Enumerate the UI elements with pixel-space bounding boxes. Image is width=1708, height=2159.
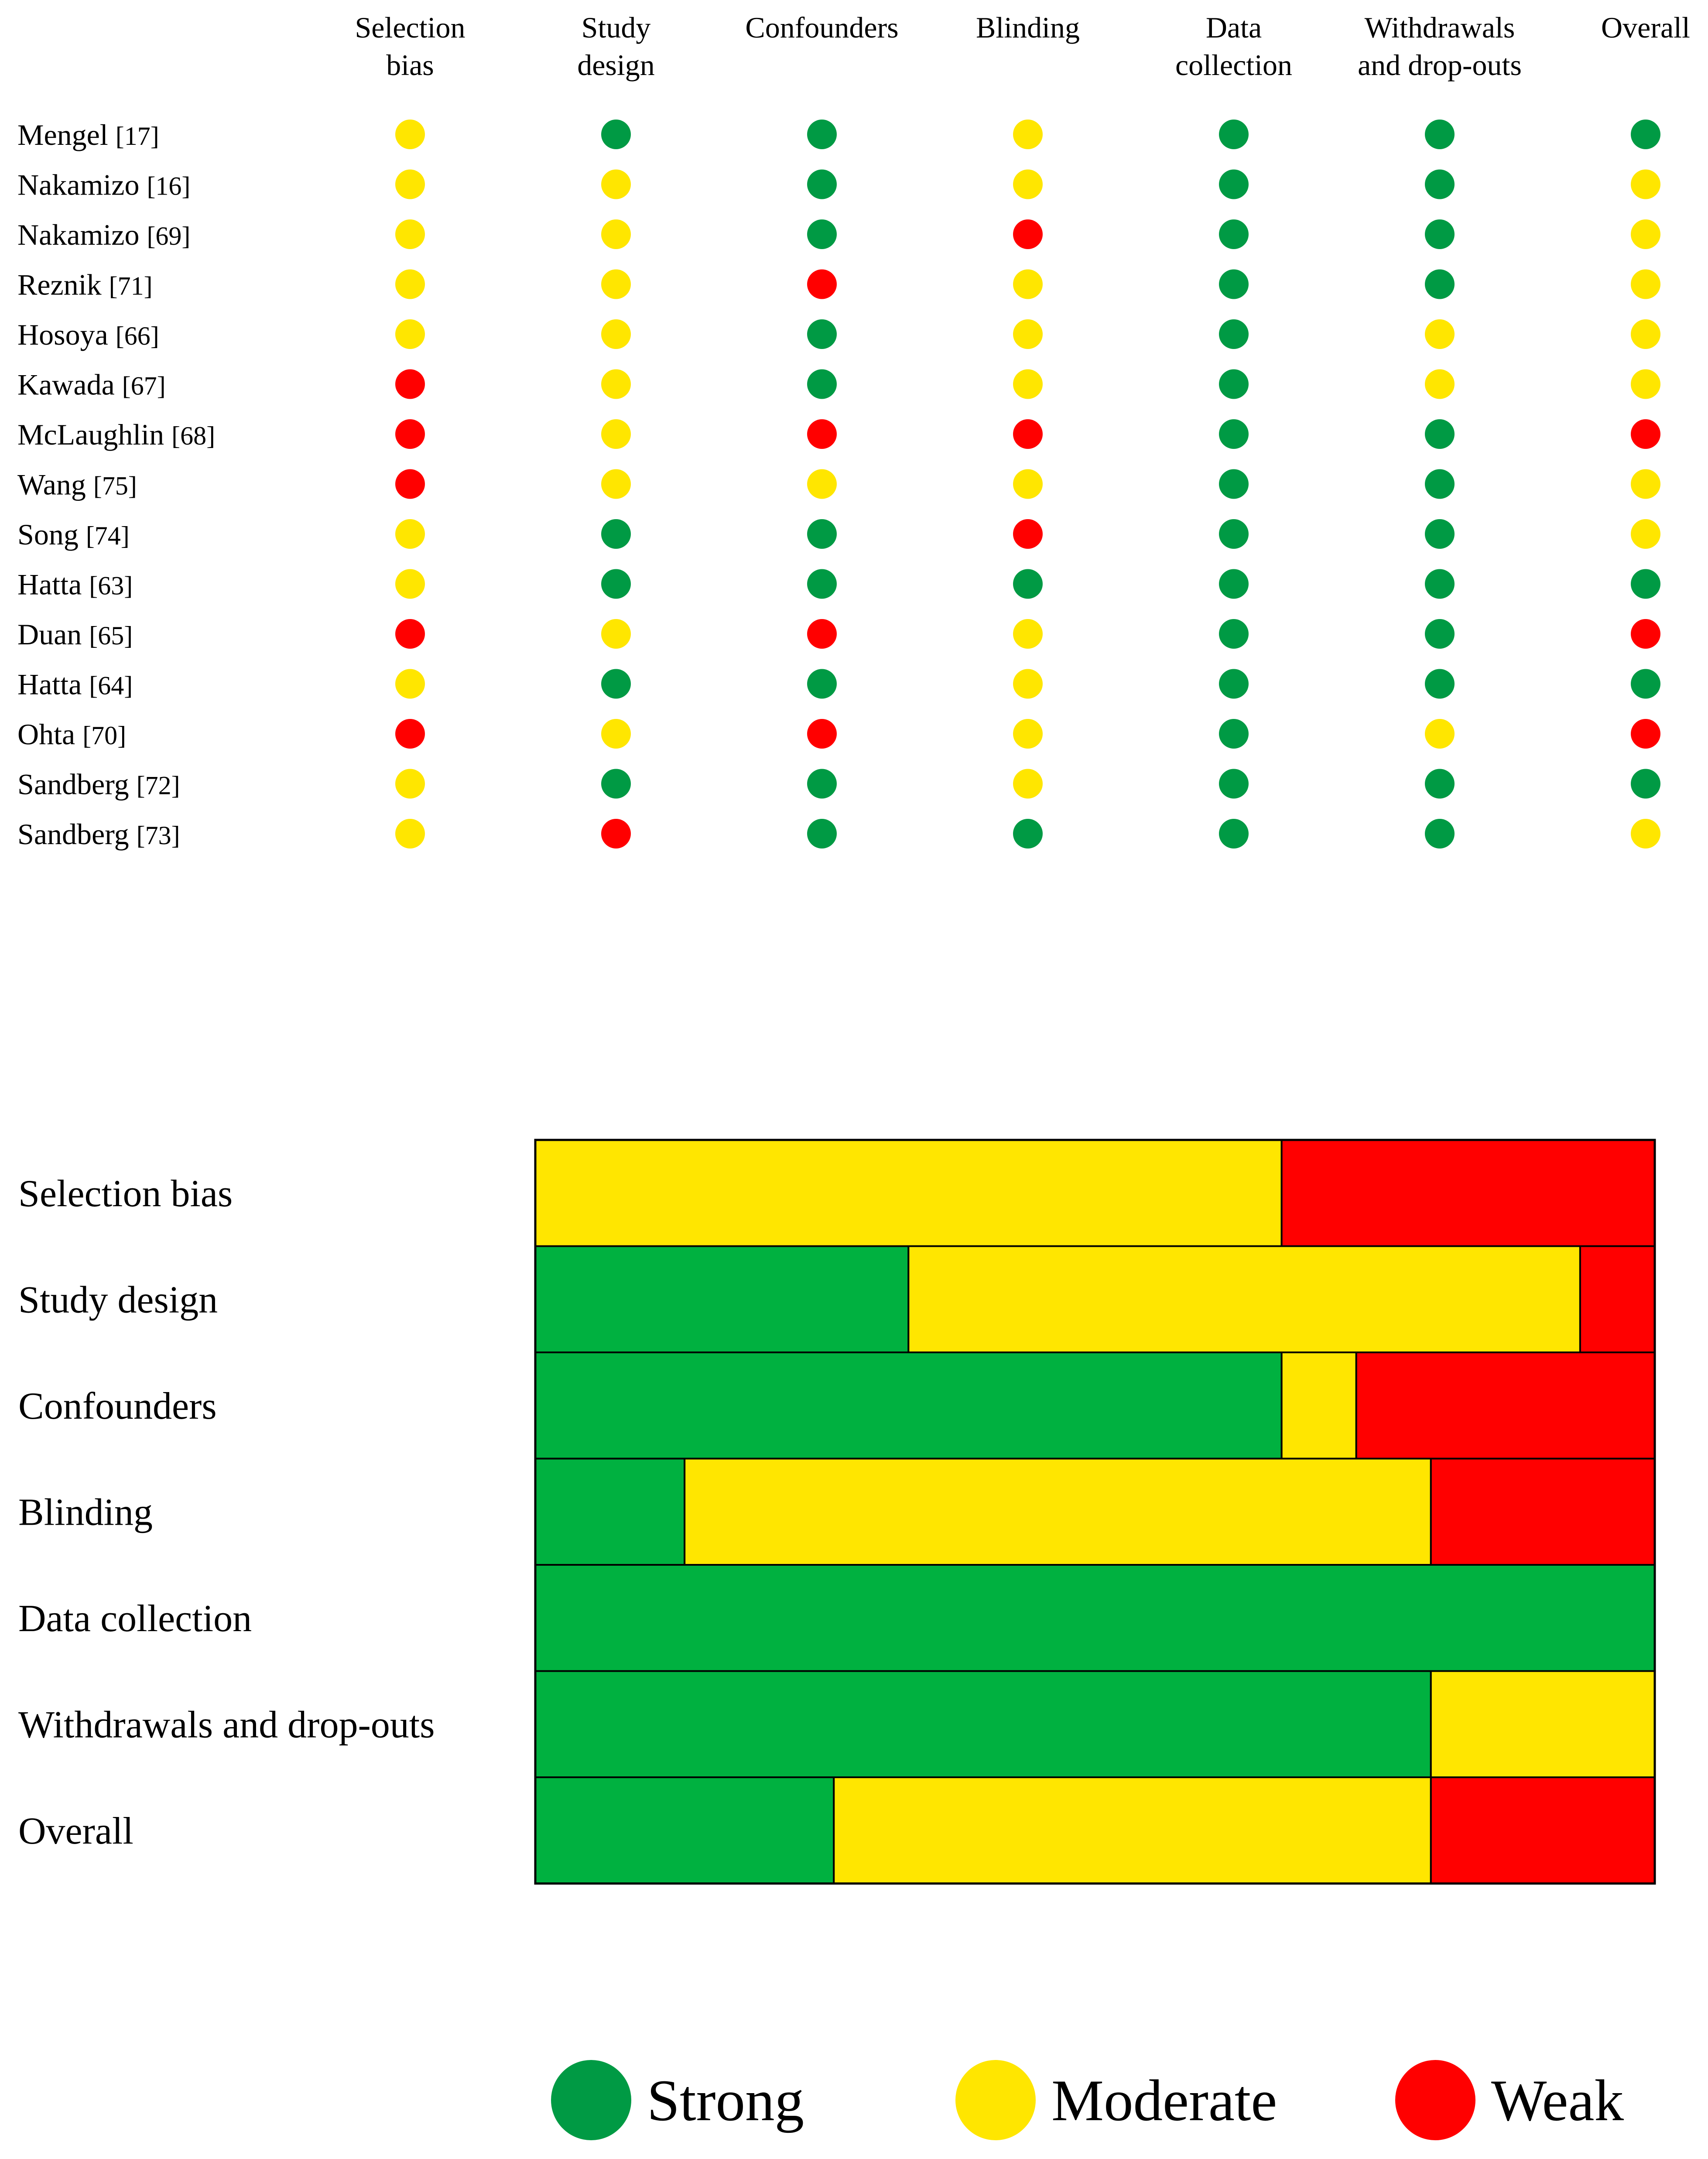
rating-dot-strong xyxy=(807,319,837,349)
rating-dot-moderate xyxy=(1013,669,1043,699)
rating-dot-weak xyxy=(601,819,631,849)
rating-dot-strong xyxy=(1425,569,1455,599)
rating-dot-moderate xyxy=(601,419,631,449)
study-label: Hatta [63] xyxy=(17,568,133,601)
rating-dot-moderate xyxy=(395,319,425,349)
rating-dot-strong xyxy=(1425,170,1455,199)
rating-dot-strong xyxy=(1013,569,1043,599)
rating-dot-strong xyxy=(1425,120,1455,149)
legend-swatch-weak xyxy=(1395,2060,1475,2140)
rating-dot-strong xyxy=(601,569,631,599)
bar-segment-strong xyxy=(535,1777,834,1884)
rating-dot-moderate xyxy=(1631,469,1660,499)
rating-dot-strong xyxy=(1219,519,1249,549)
rating-dot-strong xyxy=(1219,170,1249,199)
rating-dot-moderate xyxy=(395,519,425,549)
rating-dot-strong xyxy=(1219,569,1249,599)
rating-dot-strong xyxy=(1425,619,1455,649)
rating-dot-strong xyxy=(1219,719,1249,749)
rating-dot-moderate xyxy=(1425,319,1455,349)
rating-dot-moderate xyxy=(601,370,631,399)
legend-label-strong: Strong xyxy=(647,2068,804,2133)
rating-dot-moderate xyxy=(1425,370,1455,399)
study-label: Nakamizo [16] xyxy=(17,168,191,202)
bar-category-labels xyxy=(18,1173,435,1852)
bar-label-overall: Overall xyxy=(18,1810,133,1852)
rating-dot-weak xyxy=(1631,419,1660,449)
rating-dot-strong xyxy=(1631,120,1660,149)
study-label: Hosoya [66] xyxy=(17,318,159,351)
legend xyxy=(551,2060,1624,2140)
rating-dot-moderate xyxy=(1631,219,1660,249)
rating-dot-moderate xyxy=(601,319,631,349)
rating-dot-weak xyxy=(1013,419,1043,449)
rating-dot-strong xyxy=(1219,769,1249,799)
rating-dot-moderate xyxy=(1013,469,1043,499)
column-header-overall: Overall xyxy=(1601,11,1690,44)
stacked-bar-segments xyxy=(535,1140,1655,1884)
rating-dot-strong xyxy=(807,219,837,249)
rating-dot-strong xyxy=(1425,669,1455,699)
rating-dot-strong xyxy=(601,669,631,699)
rating-dot-moderate xyxy=(1013,619,1043,649)
bar-segment-strong xyxy=(535,1459,685,1565)
rating-dot-moderate xyxy=(395,270,425,299)
rating-dot-weak xyxy=(395,419,425,449)
rating-dot-strong xyxy=(1425,519,1455,549)
rating-dot-moderate xyxy=(601,219,631,249)
column-header-withdrawals-and-drop-outs: Withdrawals and drop-outs xyxy=(1358,11,1522,82)
bar-label-confounders: Confounders xyxy=(18,1385,217,1427)
rating-dot-weak xyxy=(1013,219,1043,249)
rating-dot-weak xyxy=(1631,619,1660,649)
rating-dot-moderate xyxy=(601,469,631,499)
bar-label-withdrawals-and-drop-outs: Withdrawals and drop-outs xyxy=(18,1704,435,1746)
bar-segment-strong xyxy=(535,1246,908,1353)
column-header-study-design: Study design xyxy=(577,11,655,82)
rating-dot-moderate xyxy=(1013,719,1043,749)
rating-dot-moderate xyxy=(395,170,425,199)
rating-dot-moderate xyxy=(395,669,425,699)
rating-dot-moderate xyxy=(601,270,631,299)
legend-swatch-moderate xyxy=(955,2060,1036,2140)
bar-segment-moderate xyxy=(535,1140,1282,1246)
rating-dot-strong xyxy=(807,569,837,599)
rating-dot-moderate xyxy=(1631,270,1660,299)
legend-label-moderate: Moderate xyxy=(1051,2068,1277,2133)
rating-dot-moderate xyxy=(1631,519,1660,549)
column-header-data-collection: Data collection xyxy=(1175,11,1293,82)
rating-dot-moderate xyxy=(1013,120,1043,149)
rating-dot-strong xyxy=(1425,769,1455,799)
study-label: Ohta [70] xyxy=(17,718,127,751)
rating-dot-weak xyxy=(1631,719,1660,749)
rating-dot-moderate xyxy=(1631,819,1660,849)
rating-dot-moderate xyxy=(601,619,631,649)
rating-dot-moderate xyxy=(1013,319,1043,349)
study-label: Nakamizo [69] xyxy=(17,218,191,251)
rating-dot-moderate xyxy=(395,120,425,149)
study-label: McLaughlin [68] xyxy=(17,418,216,451)
rating-dot-weak xyxy=(807,719,837,749)
bar-segment-moderate xyxy=(1431,1671,1655,1778)
bar-segment-weak xyxy=(1580,1246,1655,1353)
rating-dot-strong xyxy=(601,519,631,549)
rating-dot-weak xyxy=(395,370,425,399)
column-header-confounders: Confounders xyxy=(745,11,899,44)
bar-segment-moderate xyxy=(834,1777,1431,1884)
rating-dot-strong xyxy=(807,769,837,799)
rating-dot-strong xyxy=(807,120,837,149)
bar-segment-weak xyxy=(1282,1140,1655,1246)
rating-dot-moderate xyxy=(1631,319,1660,349)
rating-dot-moderate xyxy=(1013,270,1043,299)
bar-segment-moderate xyxy=(685,1459,1431,1565)
rating-dot-weak xyxy=(395,619,425,649)
table-study-labels xyxy=(17,118,215,851)
rating-dot-strong xyxy=(1631,669,1660,699)
bar-segment-weak xyxy=(1356,1352,1655,1459)
rating-dot-weak xyxy=(807,270,837,299)
rating-dot-strong xyxy=(1631,569,1660,599)
rating-dot-moderate xyxy=(1013,370,1043,399)
rating-dot-moderate xyxy=(395,769,425,799)
rating-dot-strong xyxy=(1219,669,1249,699)
bar-segment-moderate xyxy=(1282,1352,1356,1459)
rating-dot-weak xyxy=(395,469,425,499)
rating-dot-moderate xyxy=(395,219,425,249)
study-label: Sandberg [73] xyxy=(17,818,180,851)
rating-dot-strong xyxy=(807,819,837,849)
rating-dot-strong xyxy=(1219,619,1249,649)
rating-dot-moderate xyxy=(1425,719,1455,749)
rating-dot-weak xyxy=(807,619,837,649)
bar-segment-strong xyxy=(535,1671,1431,1778)
legend-label-weak: Weak xyxy=(1491,2068,1624,2133)
rating-dot-strong xyxy=(1631,769,1660,799)
bar-label-study-design: Study design xyxy=(18,1279,218,1321)
study-label: Song [74] xyxy=(17,518,130,551)
bar-label-blinding: Blinding xyxy=(18,1491,153,1534)
bar-label-selection-bias: Selection bias xyxy=(18,1172,233,1215)
rating-dot-strong xyxy=(1219,819,1249,849)
rating-dot-moderate xyxy=(1631,370,1660,399)
rating-dot-strong xyxy=(1219,419,1249,449)
rating-dot-moderate xyxy=(1631,170,1660,199)
table-rating-dots xyxy=(395,120,1660,849)
study-label: Hatta [64] xyxy=(17,667,133,701)
rating-dot-strong xyxy=(1425,270,1455,299)
rating-dot-strong xyxy=(1219,319,1249,349)
bar-segment-moderate xyxy=(908,1246,1580,1353)
rating-dot-strong xyxy=(1219,270,1249,299)
rating-dot-strong xyxy=(601,120,631,149)
rating-dot-strong xyxy=(807,170,837,199)
rating-dot-strong xyxy=(1219,370,1249,399)
rating-dot-strong xyxy=(807,519,837,549)
rating-dot-strong xyxy=(1219,469,1249,499)
bar-segment-weak xyxy=(1431,1777,1655,1884)
legend-swatch-strong xyxy=(551,2060,631,2140)
bar-segment-strong xyxy=(535,1565,1655,1671)
rating-dot-strong xyxy=(1219,120,1249,149)
rating-dot-moderate xyxy=(1013,170,1043,199)
table-column-headers xyxy=(355,11,1690,82)
rating-dot-strong xyxy=(1013,819,1043,849)
rating-dot-moderate xyxy=(601,719,631,749)
study-label: Sandberg [72] xyxy=(17,767,180,801)
rating-dot-weak xyxy=(807,419,837,449)
study-label: Kawada [67] xyxy=(17,368,166,401)
study-label: Mengel [17] xyxy=(17,118,159,151)
rating-dot-moderate xyxy=(1013,769,1043,799)
rating-dot-weak xyxy=(395,719,425,749)
rating-dot-weak xyxy=(1013,519,1043,549)
study-label: Wang [75] xyxy=(17,468,137,501)
rating-dot-strong xyxy=(601,769,631,799)
column-header-blinding: Blinding xyxy=(976,11,1080,44)
study-label: Duan [65] xyxy=(17,618,133,651)
rating-dot-strong xyxy=(1219,219,1249,249)
bar-label-data-collection: Data collection xyxy=(18,1597,252,1640)
column-header-selection-bias: Selection bias xyxy=(355,11,466,82)
rating-dot-strong xyxy=(807,370,837,399)
rating-dot-strong xyxy=(1425,469,1455,499)
study-label: Reznik [71] xyxy=(17,268,153,301)
rating-dot-strong xyxy=(1425,819,1455,849)
rating-dot-strong xyxy=(1425,419,1455,449)
rating-dot-moderate xyxy=(395,569,425,599)
rating-dot-moderate xyxy=(601,170,631,199)
bar-segment-weak xyxy=(1431,1459,1655,1565)
rating-dot-moderate xyxy=(395,819,425,849)
rating-dot-moderate xyxy=(807,469,837,499)
bar-segment-strong xyxy=(535,1352,1282,1459)
rating-dot-strong xyxy=(1425,219,1455,249)
rating-dot-strong xyxy=(807,669,837,699)
